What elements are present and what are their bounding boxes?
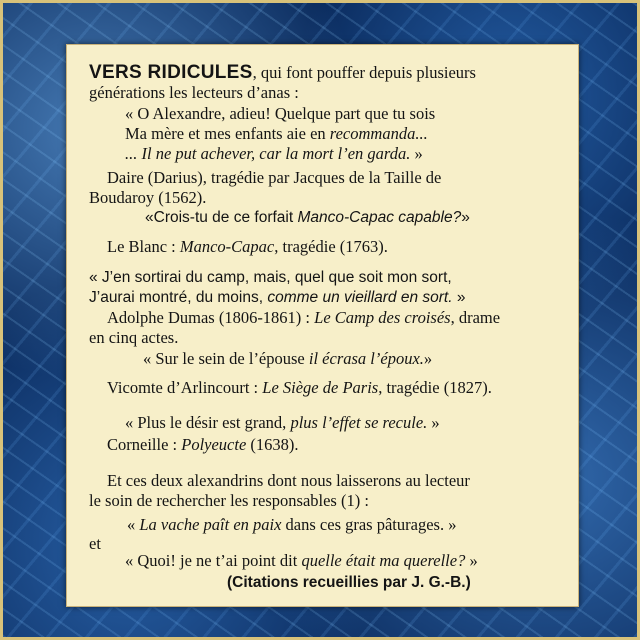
quote-4-end: » xyxy=(423,349,433,368)
quote-4 xyxy=(143,349,432,369)
quote-3-line-2-italic: comme un vieillard en sort. xyxy=(267,289,453,306)
quote-3-line-2-end: » xyxy=(452,289,466,306)
quote-1-line-3-italic: ... Il ne put achever, car la mort l’en garda. xyxy=(125,144,411,163)
quote-1-line-3-end: » xyxy=(410,144,423,163)
source-2-italic: Manco-Capac xyxy=(179,237,275,256)
quote-7 xyxy=(125,551,478,571)
closing-line-2: le soin de rechercher les responsables (1) : xyxy=(89,491,369,510)
intro-line-2: générations les lecteurs d’anas : xyxy=(89,83,299,102)
quote-6-text: « xyxy=(127,515,140,534)
source-5-text: Corneille : xyxy=(107,435,182,454)
source-3-text: Adolphe Dumas (1806-1861) : xyxy=(107,308,315,327)
source-5 xyxy=(107,435,299,455)
source-4-text: Vicomte d’Arlincourt : xyxy=(107,378,263,397)
quote-5-end: » xyxy=(427,413,440,432)
quote-5-italic: plus l’effet se recule. xyxy=(290,413,428,432)
quote-2-end: » xyxy=(461,209,470,226)
source-5-italic: Polyeucte xyxy=(181,435,247,454)
quote-4-text: « Sur le sein de l’épouse xyxy=(143,349,309,368)
quote-7-italic: quelle était ma querelle? xyxy=(301,551,466,570)
quote-1-line-2-italic: recommanda... xyxy=(329,124,428,143)
quote-5-text: « Plus le désir est grand, xyxy=(125,413,291,432)
document-clipping xyxy=(66,44,579,607)
source-3-end: , drame xyxy=(450,308,501,327)
source-3-line-1 xyxy=(107,308,500,328)
intro-line-1-text: , qui font pouffer depuis plusieurs xyxy=(252,63,476,82)
quote-7-end: » xyxy=(465,551,478,570)
quote-7-text: « Quoi! je ne t’ai point dit xyxy=(125,551,302,570)
clipping-title: VERS RIDICULES xyxy=(89,62,253,83)
source-3-italic: Le Camp des croisés xyxy=(314,308,451,327)
quote-1-line-1: « O Alexandre, adieu! Quelque part que tu sois xyxy=(125,104,436,123)
source-5-end: (1638). xyxy=(246,435,299,454)
quote-3-line-2-text: J’aurai montré, du moins, xyxy=(89,289,268,306)
source-1-line-1: Daire (Darius), tragédie par Jacques de la Taille de xyxy=(107,168,442,187)
quote-1-line-2 xyxy=(125,124,428,144)
closing-line-1: Et ces deux alexandrins dont nous laisserons au lecteur xyxy=(107,471,470,490)
source-2-end: , tragédie (1763). xyxy=(274,237,388,256)
source-2-text: Le Blanc : xyxy=(107,237,180,256)
source-2 xyxy=(107,237,388,257)
quote-3-line-2 xyxy=(89,288,465,308)
quote-2-italic: Manco-Capac capable? xyxy=(297,209,462,226)
quote-2-text: «Crois-tu de ce forfait xyxy=(145,209,298,226)
quote-6-italic: La vache paît en paix xyxy=(139,515,282,534)
quote-6 xyxy=(127,515,456,535)
source-3-line-2: en cinq actes. xyxy=(89,328,179,347)
source-4 xyxy=(107,378,492,398)
quote-2 xyxy=(145,208,470,228)
source-4-italic: Le Siège de Paris xyxy=(262,378,379,397)
connector-et: et xyxy=(89,534,101,553)
quote-1-line-2-text: Ma mère et mes enfants aie en xyxy=(125,124,330,143)
source-1-line-2: Boudaroy (1562). xyxy=(89,188,207,207)
quote-1-line-3 xyxy=(125,144,423,164)
quote-5 xyxy=(125,413,440,433)
quote-3-line-1: « J’en sortirai du camp, mais, quel que soit mon sort, xyxy=(89,269,452,286)
source-4-end: , tragédie (1827). xyxy=(378,378,492,397)
credit-line: (Citations recueillies par J. G.-B.) xyxy=(227,574,471,591)
quote-4-italic: il écrasa l’époux. xyxy=(308,349,424,368)
quote-6-end: dans ces gras pâturages. » xyxy=(281,515,457,534)
intro-line-1 xyxy=(89,63,476,83)
